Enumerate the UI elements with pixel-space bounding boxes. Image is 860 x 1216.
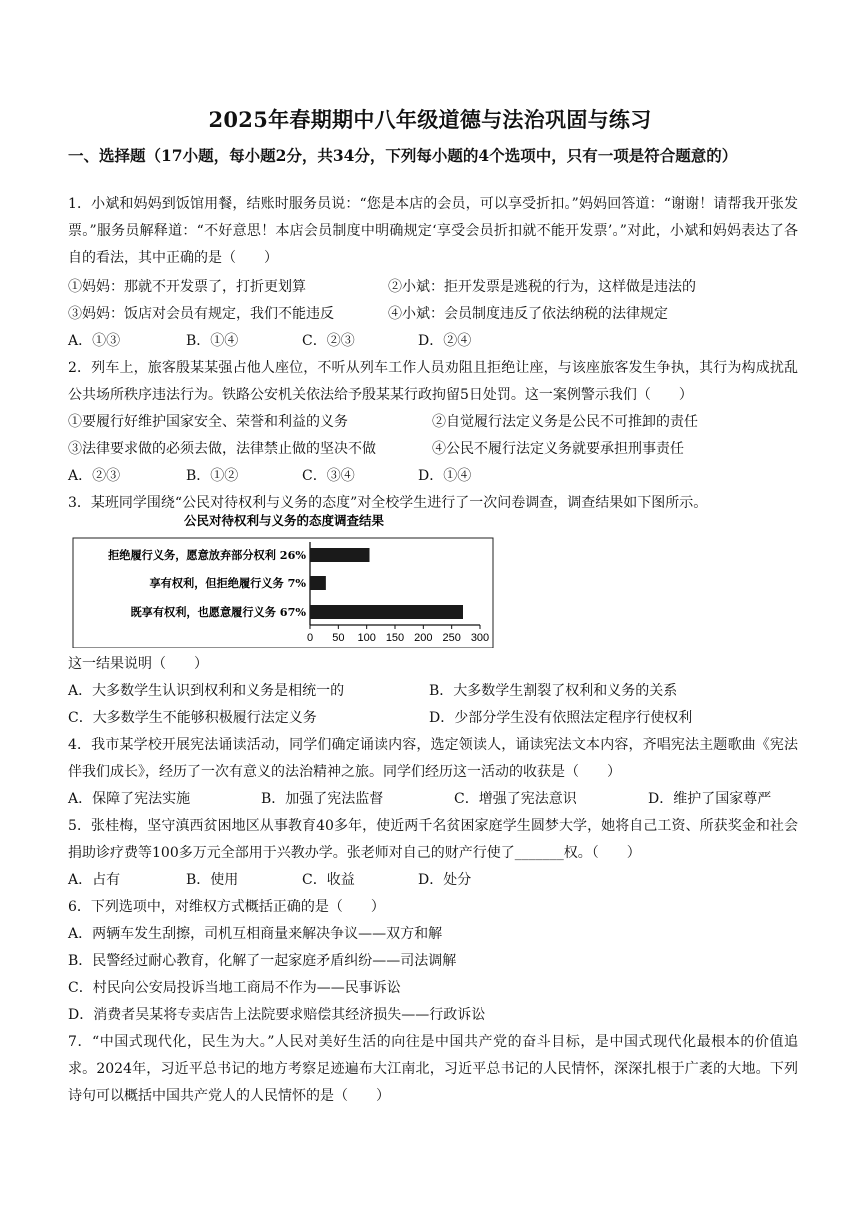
q3-prompt-text: 这一结果说明（ ） — [68, 656, 208, 672]
chart-bar — [310, 548, 370, 562]
q1-option-c[interactable]: C．②③ — [302, 333, 355, 349]
chart-x-tick-label: 300 — [470, 632, 490, 644]
question-1-statements-row1 — [68, 274, 808, 301]
question-6-stem — [68, 894, 808, 921]
question-2-options — [68, 463, 808, 490]
q2-option-b[interactable]: B．①② — [186, 468, 239, 484]
q6-option-a-row — [68, 921, 808, 948]
q6-option-d[interactable]: D．消费者吴某将专卖店告上法院要求赔偿其经济损失——行政诉讼 — [68, 1007, 486, 1023]
question-1-statements-row2 — [68, 301, 808, 328]
q6-stem-text: 6．下列选项中，对维权方式概括正确的是（ ） — [68, 899, 385, 915]
chart-x-tick-label: 250 — [442, 632, 461, 644]
q6-option-c[interactable]: C．村民向公安局投诉当地工商局不作为——民事诉讼 — [68, 980, 401, 996]
chart-category-label: 拒绝履行义务，愿意放弃部分权利 26% — [108, 548, 306, 562]
chart-x-tick-label: 50 — [332, 632, 345, 644]
q5-option-b[interactable]: B．使用 — [186, 872, 239, 888]
question-1-stem: 1．小斌和妈妈到饭馆用餐，结账时服务员说：“您是本店的会员，可以享受折扣。”妈妈回答道：“谢谢！请帮我开张发票。”服务员解释道：“不好意思！本店会员制度中明确规定‘享受会员折扣就不能开发票’。”对此，小斌和妈妈表达了各自的看法，其中正确的是（ ） — [68, 196, 798, 266]
q2-option-a[interactable]: A．②③ — [68, 468, 121, 484]
chart-title: 公民对待权利与义务的态度调查结果 — [183, 514, 385, 528]
q6-option-d-row — [68, 1002, 808, 1029]
chart-x-tick-label: 0 — [306, 632, 314, 644]
q5-option-c[interactable]: C．收益 — [302, 872, 355, 888]
question-2-stem: 2．列车上，旅客殷某某强占他人座位，不听从列车工作人员劝阻且拒绝让座，与该座旅客发生争执，其行为构成扰乱公共场所秩序违法行为。铁路公安机关依法给予殷某某行政拘留5日处罚。这一案例警示我们（ ） — [68, 360, 798, 403]
question-2-statements-row2 — [68, 436, 808, 463]
chart-category-label: 既享有权利，也愿意履行义务 67% — [130, 605, 306, 619]
q3-option-d[interactable]: D．少部分学生没有依照法定程序行使权利 — [429, 710, 693, 726]
q1-option-b[interactable]: B．①④ — [186, 333, 239, 349]
q2-statement-2: ②自觉履行法定义务是公民不可推卸的责任 — [432, 414, 698, 430]
chart-x-tick-label: 100 — [357, 632, 376, 644]
q6-option-b[interactable]: B．民警经过耐心教育，化解了一起家庭矛盾纠纷——司法调解 — [68, 953, 457, 969]
q4-option-b[interactable]: B．加强了宪法监督 — [261, 791, 384, 807]
question-3-options-row2 — [68, 705, 808, 732]
question-2-statements-row1 — [68, 409, 808, 436]
q6-option-b-row — [68, 948, 808, 975]
q4-option-a[interactable]: A．保障了宪法实施 — [68, 791, 191, 807]
q3-option-c[interactable]: C．大多数学生不能够积极履行法定义务 — [68, 710, 317, 726]
question-3-prompt — [68, 651, 808, 678]
q2-option-c[interactable]: C．③④ — [302, 468, 355, 484]
chart-category-label: 享有权利，但拒绝履行义务 7% — [149, 576, 306, 590]
q1-statement-2: ②小斌：拒开发票是逃税的行为，这样做是违法的 — [388, 279, 696, 295]
q4-option-c[interactable]: C．增强了宪法意识 — [454, 791, 577, 807]
question-7-stem: 7．“中国式现代化，民生为大。”人民对美好生活的向往是中国共产党的奋斗目标，是中国式现代化最根本的价值追求。2024年，习近平总书记的地方考察足迹遍布大江南北，习近平总书记的人民情怀，深深扎根于广袤的大地。下列诗句可以概括中国共产党人的人民情怀的是（ ） — [68, 1034, 798, 1104]
q1-statement-3: ③妈妈：饭店对会员有规定，我们不能违反 — [68, 306, 334, 322]
q2-option-d[interactable]: D．①④ — [418, 468, 472, 484]
q2-statement-4: ④公民不履行法定义务就要承担刑事责任 — [432, 441, 684, 457]
q1-statement-1: ①妈妈：那就不开发票了，打折更划算 — [68, 279, 306, 295]
question-3-options-row1 — [68, 678, 808, 705]
question-4-stem: 4．我市某学校开展宪法诵读活动，同学们确定诵读内容，选定领读人，诵读宪法文本内容，齐唱宪法主题歌曲《宪法伴我们成长》，经历了一次有意义的法治精神之旅。同学们经历这一活动的收获是（ ） — [68, 737, 798, 780]
exam-title: 2025年春期期中八年级道德与法治巩固与练习 — [208, 107, 652, 132]
question-5-options — [68, 867, 808, 894]
chart-x-tick-label: 150 — [385, 632, 405, 644]
question-5-stem: 5．张桂梅，坚守滇西贫困地区从事教育40多年，使近两千名贫困家庭学生圆梦大学，她将自己工资、所获奖金和社会捐助诊疗费等100多万元全部用于兴教办学。张老师对自己的财产行使了_______权。（ ） — [68, 818, 798, 861]
chart-x-tick-label: 200 — [414, 632, 433, 644]
q5-option-a[interactable]: A．占有 — [68, 872, 121, 888]
chart-bar — [310, 605, 463, 619]
q3-option-a[interactable]: A．大多数学生认识到权利和义务是相统一的 — [68, 683, 345, 699]
question-3-stem: 3．某班同学围绕“公民对待权利与义务的态度”对全校学生进行了一次问卷调查，调查结果如下图所示。 — [68, 495, 708, 511]
q1-option-d[interactable]: D．②④ — [418, 333, 472, 349]
q4-option-d[interactable]: D．维护了国家尊严 — [648, 791, 772, 807]
q1-option-a[interactable]: A．①③ — [68, 333, 121, 349]
question-4-options — [68, 786, 808, 813]
chart-bar — [310, 576, 326, 590]
q2-statement-3: ③法律要求做的必须去做，法律禁止做的坚决不做 — [68, 441, 376, 457]
q6-option-c-row — [68, 975, 808, 1002]
question-1-options — [68, 328, 808, 355]
section-heading: 一、选择题（17小题，每小题2分，共34分，下列每小题的4个选项中，只有一项是符合题意的） — [68, 146, 738, 165]
q6-option-a[interactable]: A．两辆车发生刮擦，司机互相商量来解决争议——双方和解 — [68, 926, 443, 942]
q2-statement-1: ①要履行好维护国家安全、荣誉和利益的义务 — [68, 414, 348, 430]
q3-option-b[interactable]: B．大多数学生割裂了权利和义务的关系 — [429, 683, 678, 699]
q1-statement-4: ④小斌：会员制度违反了依法纳税的法律规定 — [388, 306, 668, 322]
q5-option-d[interactable]: D．处分 — [418, 872, 472, 888]
attitude-survey-bar-chart — [72, 512, 494, 648]
